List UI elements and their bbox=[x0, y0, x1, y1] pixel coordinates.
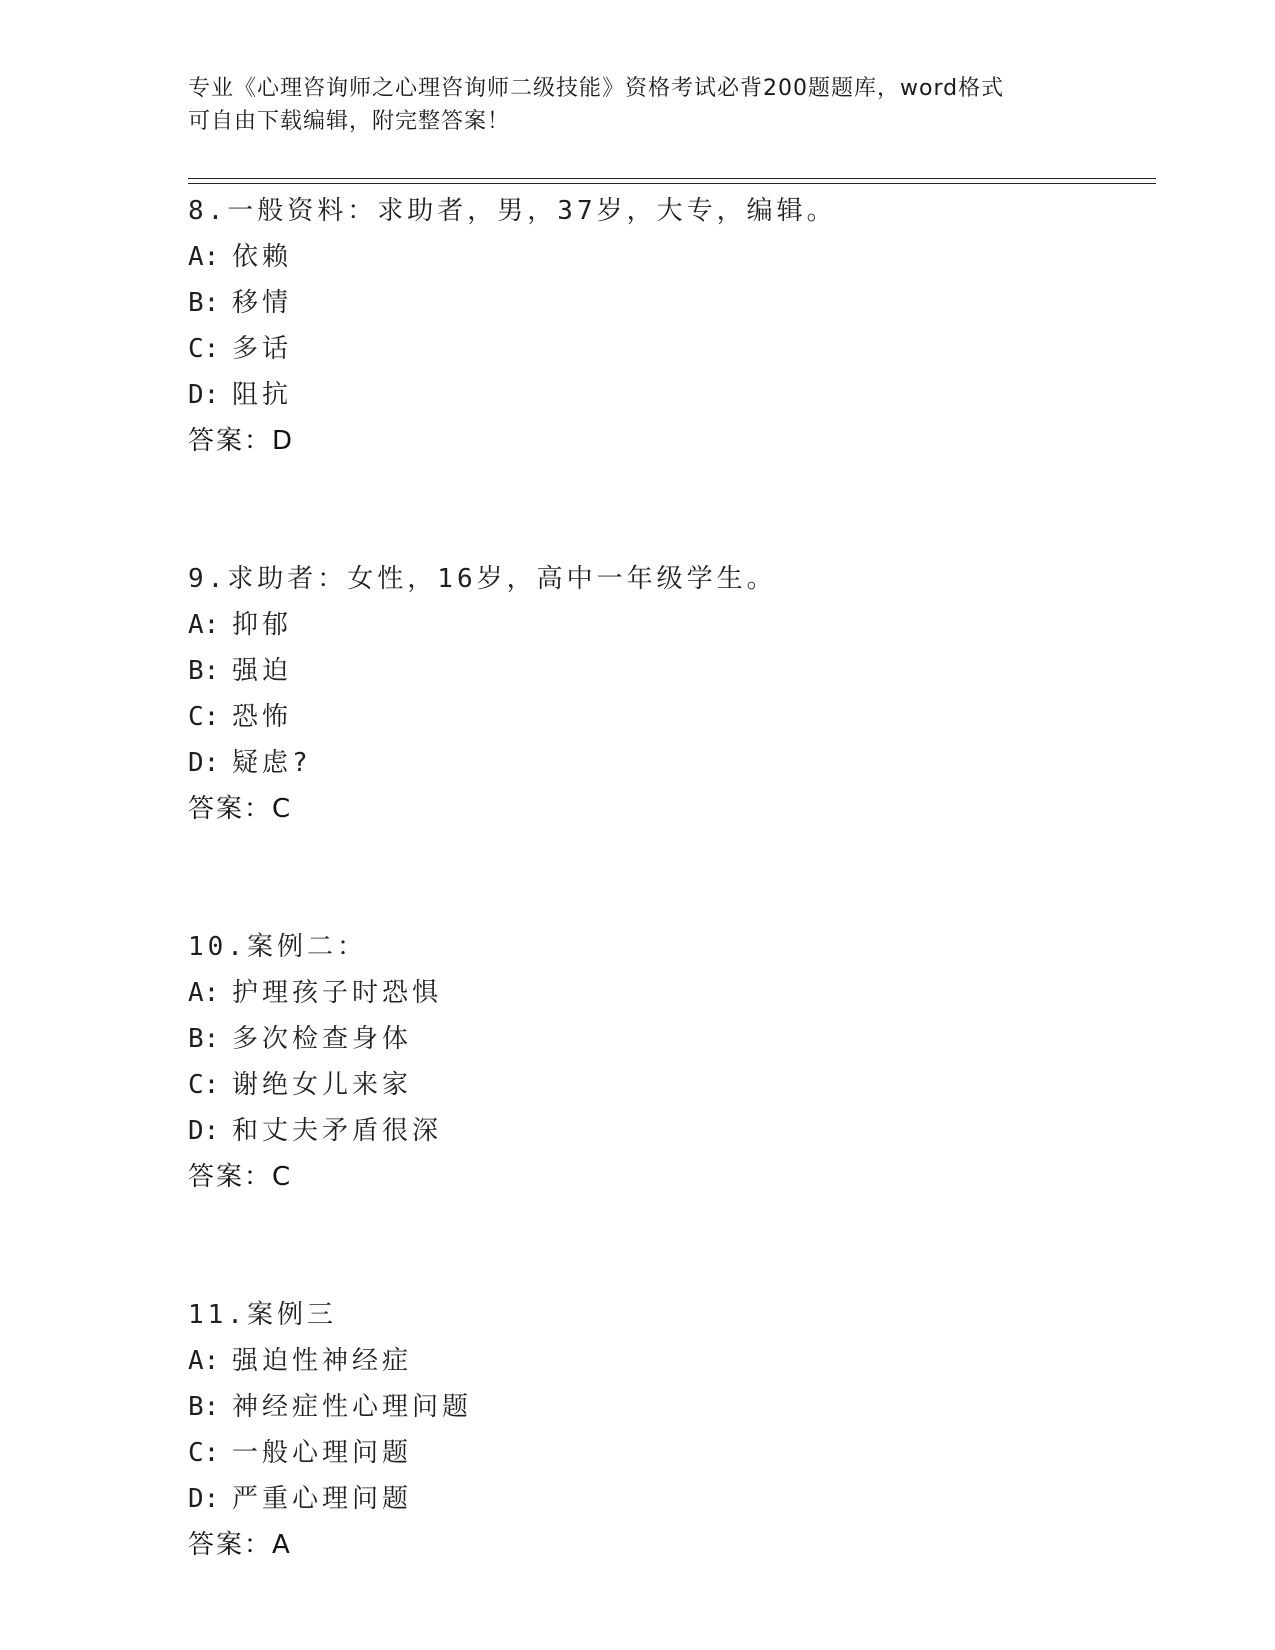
option-d bbox=[188, 1476, 1148, 1522]
header-line-1: 专业《心理咨询师之心理咨询师二级技能》资格考试必背200题题库，word格式 bbox=[188, 76, 1005, 101]
option-letter: C: bbox=[188, 1438, 220, 1468]
option-a bbox=[188, 970, 1148, 1016]
option-letter: D: bbox=[188, 748, 220, 778]
option-letter: D: bbox=[188, 1116, 220, 1146]
option-text: 谢绝女儿来家 bbox=[232, 1070, 413, 1100]
answer-line: 答案：C bbox=[188, 1162, 293, 1192]
question-stem: 8.一般资料：求助者，男，37岁，大专，编辑。 bbox=[188, 196, 837, 226]
answer-line: 答案：C bbox=[188, 794, 293, 824]
question-item bbox=[188, 556, 1148, 832]
option-text: 抑郁 bbox=[232, 610, 293, 640]
option-b bbox=[188, 280, 1148, 326]
option-text: 疑虑? bbox=[232, 748, 312, 778]
option-text: 和丈夫矛盾很深 bbox=[232, 1116, 443, 1146]
option-letter: B: bbox=[188, 1392, 220, 1422]
option-d bbox=[188, 372, 1148, 418]
option-text: 移情 bbox=[232, 288, 293, 318]
option-b bbox=[188, 648, 1148, 694]
option-letter: A: bbox=[188, 1346, 220, 1376]
option-text: 强迫性神经症 bbox=[232, 1346, 413, 1376]
option-c bbox=[188, 1430, 1148, 1476]
option-c bbox=[188, 326, 1148, 372]
option-a bbox=[188, 1338, 1148, 1384]
option-letter: B: bbox=[188, 288, 220, 318]
answer-line: 答案：D bbox=[188, 426, 295, 456]
header-divider-top bbox=[188, 178, 1156, 179]
option-text: 多话 bbox=[232, 334, 293, 364]
option-text: 阻抗 bbox=[232, 380, 293, 410]
option-letter: A: bbox=[188, 242, 220, 272]
option-b bbox=[188, 1384, 1148, 1430]
option-letter: D: bbox=[188, 380, 220, 410]
option-letter: C: bbox=[188, 334, 220, 364]
question-item bbox=[188, 188, 1148, 464]
option-text: 严重心理问题 bbox=[232, 1484, 413, 1514]
option-d bbox=[188, 740, 1148, 786]
question-item bbox=[188, 1292, 1148, 1568]
question-stem: 11.案例三 bbox=[188, 1300, 337, 1330]
option-text: 神经症性心理问题 bbox=[232, 1392, 473, 1422]
document-header bbox=[188, 72, 1088, 138]
option-text: 一般心理问题 bbox=[232, 1438, 413, 1468]
option-letter: B: bbox=[188, 656, 220, 686]
option-letter: B: bbox=[188, 1024, 220, 1054]
option-text: 恐怖 bbox=[232, 702, 293, 732]
option-letter: A: bbox=[188, 978, 220, 1008]
option-a bbox=[188, 234, 1148, 280]
option-letter: A: bbox=[188, 610, 220, 640]
header-divider-bottom bbox=[188, 183, 1156, 184]
option-text: 强迫 bbox=[232, 656, 293, 686]
header-line-2: 可自由下载编辑，附完整答案！ bbox=[188, 109, 511, 134]
question-stem: 10.案例二： bbox=[188, 932, 367, 962]
answer-line: 答案：A bbox=[188, 1530, 292, 1560]
option-letter: C: bbox=[188, 1070, 220, 1100]
option-letter: C: bbox=[188, 702, 220, 732]
question-stem: 9.求助者：女性，16岁，高中一年级学生。 bbox=[188, 564, 777, 594]
option-text: 多次检查身体 bbox=[232, 1024, 413, 1054]
option-c bbox=[188, 694, 1148, 740]
option-text: 护理孩子时恐惧 bbox=[232, 978, 443, 1008]
option-text: 依赖 bbox=[232, 242, 293, 272]
option-b bbox=[188, 1016, 1148, 1062]
option-a bbox=[188, 602, 1148, 648]
option-c bbox=[188, 1062, 1148, 1108]
option-d bbox=[188, 1108, 1148, 1154]
option-letter: D: bbox=[188, 1484, 220, 1514]
question-item bbox=[188, 924, 1148, 1200]
question-list bbox=[188, 188, 1148, 1568]
